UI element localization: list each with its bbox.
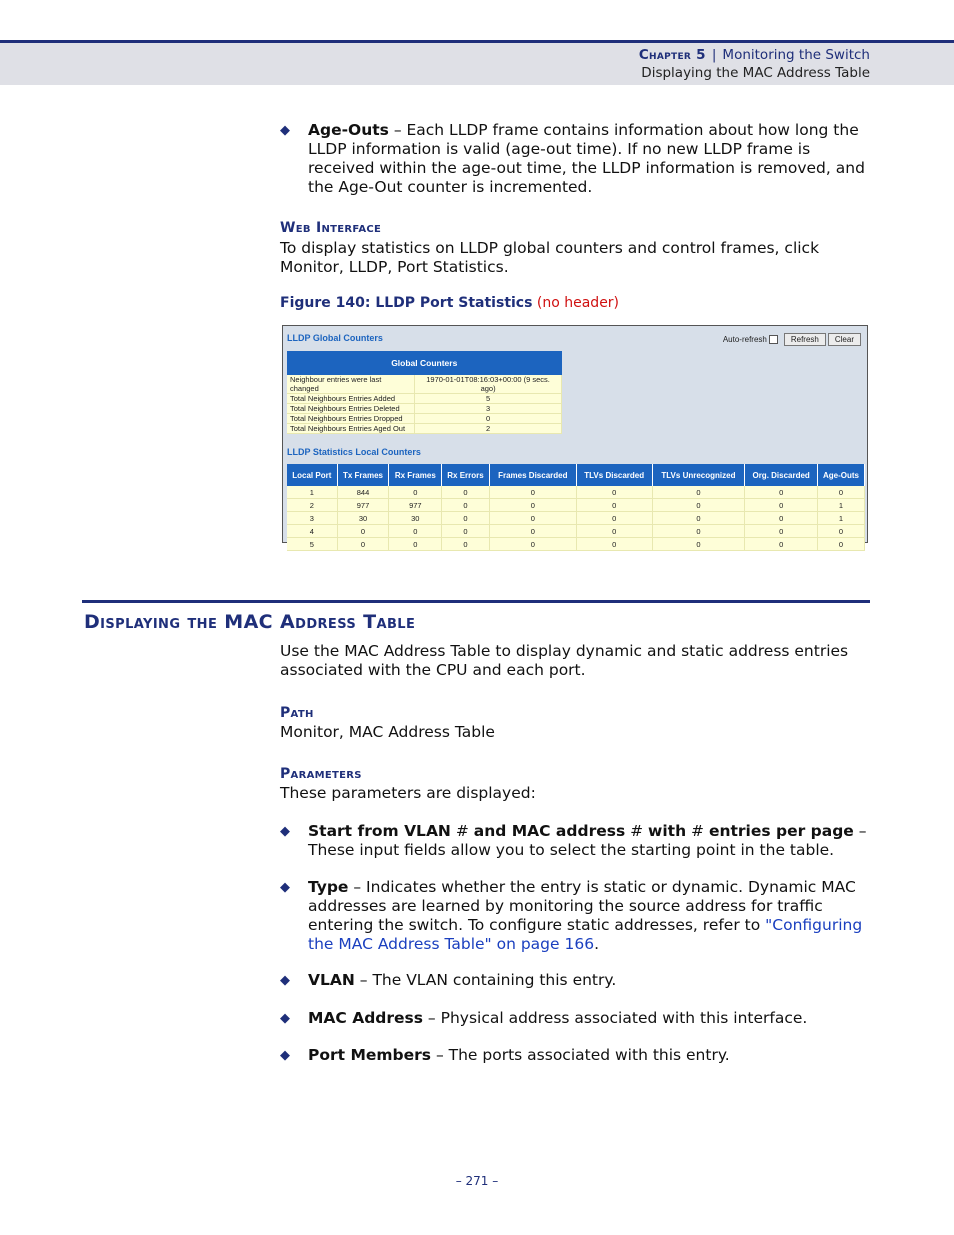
bullet-term: Port Members [308, 1046, 432, 1064]
bullet-term: MAC Address [308, 1009, 423, 1027]
section-title: Displaying the MAC Address Table [84, 611, 416, 633]
table-row [287, 424, 562, 434]
table-cell: 0 [389, 538, 442, 551]
table-cell: 3 [287, 512, 337, 525]
bullet-text: . [594, 935, 600, 953]
table-cell: 30 [389, 512, 442, 525]
auto-refresh-checkbox[interactable] [769, 335, 778, 344]
table-cell: 0 [389, 486, 442, 499]
table-cell: 30 [337, 512, 389, 525]
column-header: Tx Frames [337, 464, 389, 486]
column-header: Frames Discarded [489, 464, 576, 486]
diamond-bullet-icon: ◆ [280, 824, 290, 839]
column-header: Local Port [287, 464, 337, 486]
path-text: Monitor, MAC Address Table [280, 723, 495, 741]
diamond-bullet-icon: ◆ [280, 1011, 290, 1026]
column-header: Rx Frames [389, 464, 442, 486]
table-cell: 0 [652, 486, 745, 499]
counter-value: 0 [415, 414, 562, 424]
table-cell: 0 [442, 512, 490, 525]
table-row [287, 414, 562, 424]
mac-address-bullet [280, 1009, 870, 1028]
bullet-text: # [625, 822, 649, 840]
table-cell: 844 [337, 486, 389, 499]
table-cell: 2 [287, 499, 337, 512]
refresh-button[interactable]: Refresh [784, 333, 826, 346]
web-interface-heading: Web Interface [280, 220, 382, 236]
header-separator: | [711, 47, 717, 63]
table-cell: 0 [576, 512, 652, 525]
bullet-term: entries per page [708, 822, 854, 840]
diamond-bullet-icon: ◆ [280, 1048, 290, 1063]
table-cell: 1 [817, 499, 864, 512]
table-cell: 977 [337, 499, 389, 512]
table-cell: 0 [652, 525, 745, 538]
table-cell: 0 [489, 538, 576, 551]
chapter-label: Chapter 5 [638, 47, 706, 63]
header-section: Displaying the MAC Address Table [641, 65, 870, 81]
table-cell: 0 [337, 538, 389, 551]
bullet-term: Age-Outs [308, 121, 389, 139]
page-number: – 271 – [455, 1174, 499, 1188]
local-counters-table [287, 464, 865, 551]
local-counters-title: LLDP Statistics Local Counters [287, 447, 421, 457]
bullet-text: # [686, 822, 709, 840]
global-counters-title: LLDP Global Counters [287, 333, 383, 343]
global-counters-header: Global Counters [287, 351, 562, 375]
figure-caption [280, 295, 619, 311]
global-counters-table [287, 351, 562, 434]
vlan-bullet [280, 971, 870, 990]
column-header: TLVs Unrecognized [652, 464, 745, 486]
lldp-port-statistics-screenshot [282, 325, 868, 549]
table-cell: 0 [576, 538, 652, 551]
table-row [287, 538, 865, 551]
clear-button[interactable]: Clear [828, 333, 861, 346]
counter-label: Total Neighbours Entries Dropped [287, 414, 415, 424]
parameters-heading: Parameters [280, 766, 362, 782]
diamond-bullet-icon: ◆ [280, 123, 290, 138]
diamond-bullet-icon: ◆ [280, 973, 290, 988]
counter-label: Total Neighbours Entries Deleted [287, 404, 415, 414]
table-row [287, 394, 562, 404]
table-cell: 0 [489, 525, 576, 538]
counter-value: 5 [415, 394, 562, 404]
configuring-mac-table-link[interactable]: "Configuring the MAC Address Table" on page 166 [308, 916, 863, 953]
counter-label: Neighbour entries were last changed [287, 375, 415, 394]
bullet-text: – These input fields allow you to select the starting point in the table. [308, 822, 867, 859]
bullet-text: # [450, 822, 474, 840]
table-cell: 0 [817, 538, 864, 551]
table-cell: 0 [652, 538, 745, 551]
bullet-term: VLAN [308, 971, 355, 989]
web-interface-text: To display statistics on LLDP global counters and control frames, click Monitor, LLDP, Port Statistics. [280, 239, 820, 276]
table-cell: 0 [745, 499, 818, 512]
table-row [287, 375, 562, 394]
table-cell: 0 [745, 486, 818, 499]
counter-value: 1970-01-01T08:16:03+00:00 (9 secs. ago) [415, 375, 562, 394]
counter-label: Total Neighbours Entries Added [287, 394, 415, 404]
column-header: TLVs Discarded [576, 464, 652, 486]
table-cell: 0 [442, 486, 490, 499]
table-cell: 0 [442, 499, 490, 512]
bullet-text: – Physical address associated with this interface. [423, 1009, 808, 1027]
bullet-text: – Indicates whether the entry is static or dynamic. Dynamic MAC addresses are learned by monitoring the source address for traffic entering the switch. To configure static addresses, refer to [308, 878, 856, 934]
bullet-term: Type [308, 878, 349, 896]
path-heading: Path [280, 705, 314, 721]
running-header [639, 46, 870, 82]
port-members-bullet [280, 1046, 870, 1065]
table-cell: 0 [652, 512, 745, 525]
section-rule [82, 600, 870, 603]
figure-label: Figure 140: LLDP Port Statistics [280, 295, 533, 311]
counter-value: 3 [415, 404, 562, 414]
table-cell: 0 [745, 525, 818, 538]
counter-label: Total Neighbours Entries Aged Out [287, 424, 415, 434]
column-header: Age-Outs [817, 464, 864, 486]
table-cell: 0 [817, 486, 864, 499]
diamond-bullet-icon: ◆ [280, 880, 290, 895]
age-outs-bullet [280, 121, 870, 197]
table-cell: 0 [576, 525, 652, 538]
column-header: Org. Discarded [745, 464, 818, 486]
table-cell: 0 [389, 525, 442, 538]
parameters-intro: These parameters are displayed: [280, 784, 536, 802]
bullet-term: Start from VLAN [308, 822, 451, 840]
local-counters-header-row [287, 464, 865, 486]
table-cell: 0 [442, 525, 490, 538]
table-cell: 0 [576, 486, 652, 499]
table-cell: 0 [337, 525, 389, 538]
table-cell: 4 [287, 525, 337, 538]
start-from-vlan-bullet [280, 822, 870, 860]
counter-value: 2 [415, 424, 562, 434]
bullet-text: – The VLAN containing this entry. [354, 971, 617, 989]
chapter-title: Monitoring the Switch [722, 47, 870, 63]
table-cell: 977 [389, 499, 442, 512]
bullet-text: – Each LLDP frame contains information about how long the LLDP information is valid (age-out time). If no new LLDP frame is received within the age-out time, the LLDP information is removed, and the Age-Out counter is incremented. [308, 121, 865, 196]
table-cell: 0 [745, 512, 818, 525]
figure-note: (no header) [532, 295, 620, 311]
table-row [287, 486, 865, 499]
section-intro: Use the MAC Address Table to display dynamic and static address entries associated with the CPU and each port. [280, 642, 849, 679]
auto-refresh-label: Auto-refresh [722, 335, 767, 344]
bullet-term: and MAC address [473, 822, 626, 840]
table-row [287, 404, 562, 414]
table-cell: 0 [489, 499, 576, 512]
auto-refresh-controls [723, 333, 861, 346]
table-cell: 0 [442, 538, 490, 551]
bullet-text: – The ports associated with this entry. [431, 1046, 730, 1064]
column-header: Rx Errors [442, 464, 490, 486]
table-row [287, 512, 865, 525]
table-cell: 0 [817, 525, 864, 538]
table-cell: 0 [745, 538, 818, 551]
table-cell: 0 [489, 486, 576, 499]
table-cell: 5 [287, 538, 337, 551]
table-cell: 0 [489, 512, 576, 525]
bullet-term: with [648, 822, 687, 840]
table-cell: 1 [817, 512, 864, 525]
table-cell: 1 [287, 486, 337, 499]
table-row [287, 525, 865, 538]
type-bullet [280, 878, 870, 954]
table-row [287, 499, 865, 512]
table-cell: 0 [652, 499, 745, 512]
table-cell: 0 [576, 499, 652, 512]
